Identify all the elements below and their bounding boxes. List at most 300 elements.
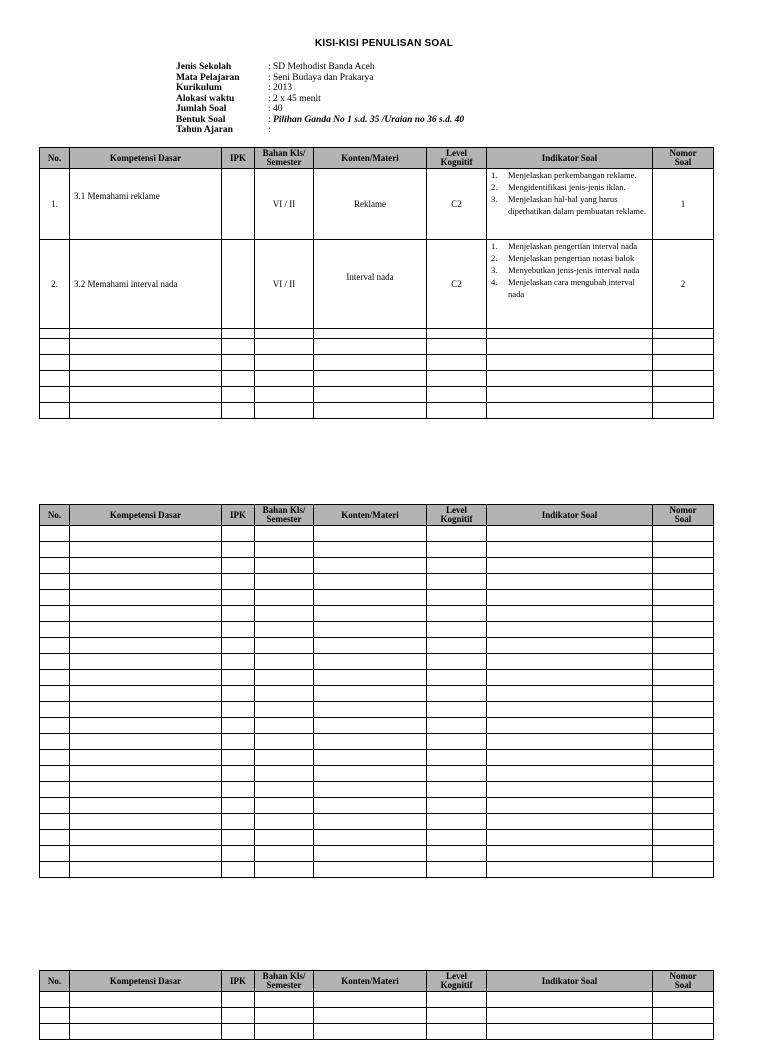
empty-cell [427, 403, 487, 419]
empty-cell [255, 403, 314, 419]
empty-cell [40, 750, 70, 766]
empty-cell [255, 862, 314, 878]
empty-cell [255, 542, 314, 558]
item-number: 1. [491, 170, 498, 180]
empty-cell [222, 686, 255, 702]
list-item [491, 276, 652, 300]
empty-cell [255, 670, 314, 686]
empty-cell [255, 654, 314, 670]
empty-cell [314, 606, 427, 622]
empty-cell [653, 862, 714, 878]
empty-cell [314, 670, 427, 686]
empty-cell [487, 606, 653, 622]
table-row [40, 355, 714, 371]
header-konten: Konten/Materi [314, 971, 427, 992]
header-no: No. [40, 971, 70, 992]
empty-cell [222, 814, 255, 830]
empty-cell [70, 766, 222, 782]
empty-cell [255, 622, 314, 638]
item-number: 3. [491, 265, 498, 275]
empty-cell [314, 590, 427, 606]
empty-cell [70, 702, 222, 718]
empty-cell [40, 670, 70, 686]
empty-cell [222, 526, 255, 542]
cell-konten: Reklame [314, 169, 427, 240]
empty-cell [314, 1008, 427, 1024]
empty-cell [314, 329, 427, 339]
info-row-curriculum [176, 83, 464, 94]
empty-cell [222, 734, 255, 750]
header-konten: Konten/Materi [314, 505, 427, 526]
empty-cell [314, 387, 427, 403]
empty-cell [487, 686, 653, 702]
table-row [40, 846, 714, 862]
empty-cell [427, 329, 487, 339]
empty-cell [487, 734, 653, 750]
empty-cell [487, 782, 653, 798]
empty-cell [314, 1024, 427, 1040]
header-text: Bahan Kls/ [262, 505, 306, 515]
table-row [40, 782, 714, 798]
info-value: : [268, 125, 271, 135]
grid-table-2 [39, 504, 714, 878]
list-item [491, 169, 652, 181]
header-no: No. [40, 505, 70, 526]
empty-cell [70, 622, 222, 638]
empty-cell [222, 355, 255, 371]
empty-cell [427, 814, 487, 830]
empty-cell [653, 846, 714, 862]
empty-cell [255, 558, 314, 574]
empty-cell [487, 329, 653, 339]
empty-cell [255, 766, 314, 782]
indikator-list [487, 240, 652, 300]
empty-cell [427, 387, 487, 403]
empty-cell [40, 526, 70, 542]
empty-cell [653, 654, 714, 670]
empty-cell [487, 654, 653, 670]
empty-cell [70, 329, 222, 339]
empty-cell [427, 590, 487, 606]
empty-cell [314, 558, 427, 574]
header-ipk: IPK [222, 971, 255, 992]
empty-cell [653, 355, 714, 371]
header-text: Soal [674, 980, 692, 990]
empty-cell [40, 830, 70, 846]
empty-cell [487, 798, 653, 814]
table-row [40, 702, 714, 718]
empty-cell [314, 992, 427, 1008]
empty-cell [427, 798, 487, 814]
empty-cell [427, 558, 487, 574]
empty-cell [255, 782, 314, 798]
empty-cell [255, 574, 314, 590]
header-text: Semester [266, 980, 302, 990]
cell-kompetensi: 3.2 Memahami interval nada [70, 240, 222, 329]
info-row-type [176, 115, 464, 126]
table-row [40, 169, 714, 240]
empty-cell [487, 1008, 653, 1024]
empty-cell [40, 355, 70, 371]
cell-kompetensi: 3.1 Memahami reklame [70, 169, 222, 240]
empty-cell [255, 992, 314, 1008]
empty-cell [255, 606, 314, 622]
empty-cell [222, 387, 255, 403]
empty-cell [40, 638, 70, 654]
document-title: KISI-KISI PENULISAN SOAL [314, 38, 454, 49]
empty-cell [653, 670, 714, 686]
empty-cell [427, 606, 487, 622]
header-level [427, 971, 487, 992]
document-info [176, 62, 464, 136]
empty-cell [427, 638, 487, 654]
item-text: Menjelaskan pengertian notasi balok [508, 253, 635, 263]
empty-cell [222, 670, 255, 686]
empty-cell [653, 1024, 714, 1040]
empty-cell [487, 670, 653, 686]
table-row [40, 830, 714, 846]
empty-cell [653, 830, 714, 846]
empty-cell [222, 638, 255, 654]
table-row [40, 1008, 714, 1024]
empty-cell [40, 371, 70, 387]
cell-nomor: 1 [653, 169, 714, 240]
header-bahan [255, 505, 314, 526]
item-text: Menyebutkan jenis-jenis interval nada [508, 265, 640, 275]
item-number: 1. [491, 241, 498, 251]
empty-cell [653, 814, 714, 830]
empty-cell [314, 542, 427, 558]
empty-cell [255, 686, 314, 702]
header-text: Level [446, 148, 467, 158]
table-row [40, 814, 714, 830]
empty-cell [653, 574, 714, 590]
empty-cell [222, 992, 255, 1008]
header-text: Bahan Kls/ [262, 971, 306, 981]
empty-cell [70, 846, 222, 862]
item-text: Menjelaskan hal-hal yang harus diperhatikan dalam pembuatan reklame. [508, 194, 646, 216]
empty-cell [653, 387, 714, 403]
header-nomor [653, 971, 714, 992]
empty-cell [222, 830, 255, 846]
empty-cell [222, 371, 255, 387]
empty-cell [70, 750, 222, 766]
empty-cell [653, 329, 714, 339]
table-row [40, 558, 714, 574]
empty-cell [222, 606, 255, 622]
header-no: No. [40, 148, 70, 169]
info-value: : Seni Budaya dan Prakarya [268, 72, 374, 83]
table-row [40, 992, 714, 1008]
empty-cell [653, 339, 714, 355]
empty-cell [70, 670, 222, 686]
empty-cell [40, 686, 70, 702]
empty-cell [314, 638, 427, 654]
header-bahan [255, 971, 314, 992]
empty-cell [222, 782, 255, 798]
empty-cell [653, 734, 714, 750]
empty-cell [255, 590, 314, 606]
empty-cell [40, 606, 70, 622]
empty-cell [40, 654, 70, 670]
empty-cell [487, 830, 653, 846]
empty-cell [653, 371, 714, 387]
empty-cell [427, 750, 487, 766]
empty-cell [427, 654, 487, 670]
empty-cell [487, 862, 653, 878]
empty-cell [70, 526, 222, 542]
empty-cell [427, 686, 487, 702]
empty-cell [40, 329, 70, 339]
header-text: Kognitif [440, 157, 473, 167]
info-label: Tahun Ajaran [176, 125, 233, 135]
empty-cell [427, 1024, 487, 1040]
cell-no: 1. [40, 169, 70, 240]
header-kompetensi: Kompetensi Dasar [70, 148, 222, 169]
empty-cell [255, 329, 314, 339]
empty-cell [427, 702, 487, 718]
table-row [40, 718, 714, 734]
empty-cell [653, 992, 714, 1008]
empty-cell [70, 387, 222, 403]
table-row [40, 403, 714, 419]
empty-cell [70, 798, 222, 814]
item-number: 3. [491, 194, 498, 204]
header-text: Nomor [669, 505, 697, 515]
empty-cell [487, 339, 653, 355]
empty-cell [314, 686, 427, 702]
empty-cell [487, 403, 653, 419]
empty-cell [487, 638, 653, 654]
empty-cell [427, 766, 487, 782]
empty-cell [40, 782, 70, 798]
empty-cell [70, 718, 222, 734]
empty-cell [653, 718, 714, 734]
item-text: Menjelaskan perkembangan reklame. [508, 170, 637, 180]
item-text: Menjelaskan pengertian interval nada [508, 241, 638, 251]
cell-ipk [222, 169, 255, 240]
empty-cell [222, 750, 255, 766]
empty-cell [40, 718, 70, 734]
table-row [40, 670, 714, 686]
header-text: Nomor [669, 148, 697, 158]
info-label: Bentuk Soal [176, 114, 226, 125]
header-ipk: IPK [222, 148, 255, 169]
empty-cell [40, 862, 70, 878]
header-bahan [255, 148, 314, 169]
table-row [40, 638, 714, 654]
header-text: Nomor [669, 971, 697, 981]
header-level [427, 505, 487, 526]
empty-cell [70, 590, 222, 606]
cell-indikator [487, 240, 653, 329]
empty-cell [70, 992, 222, 1008]
empty-cell [427, 992, 487, 1008]
cell-bahan: VI / II [255, 240, 314, 329]
empty-cell [314, 798, 427, 814]
header-indikator: Indikator Soal [487, 505, 653, 526]
empty-cell [314, 782, 427, 798]
empty-cell [40, 992, 70, 1008]
empty-cell [222, 718, 255, 734]
empty-cell [653, 638, 714, 654]
empty-cell [487, 766, 653, 782]
empty-cell [255, 371, 314, 387]
empty-cell [487, 387, 653, 403]
empty-cell [653, 606, 714, 622]
info-value: : SD Methodist Banda Aceh [268, 62, 375, 72]
empty-cell [314, 339, 427, 355]
empty-cell [314, 766, 427, 782]
info-value: Pilihan Ganda No 1 s.d. 35 /Uraian no 36 s.d. 40 [273, 114, 465, 125]
empty-cell [222, 339, 255, 355]
grid-table-3 [39, 970, 714, 1040]
empty-cell [487, 750, 653, 766]
table-row [40, 542, 714, 558]
table-row [40, 766, 714, 782]
empty-cell [70, 1008, 222, 1024]
empty-cell [222, 622, 255, 638]
empty-cell [222, 846, 255, 862]
empty-cell [255, 339, 314, 355]
list-item [491, 193, 652, 217]
empty-cell [427, 782, 487, 798]
empty-cell [222, 798, 255, 814]
empty-cell [653, 702, 714, 718]
empty-cell [487, 846, 653, 862]
header-nomor [653, 148, 714, 169]
empty-cell [70, 355, 222, 371]
info-label: Jenis Sekolah [176, 62, 232, 72]
info-value: : 40 [268, 104, 283, 114]
cell-level: C2 [427, 169, 487, 240]
empty-cell [427, 542, 487, 558]
header-text: Soal [674, 514, 692, 524]
empty-cell [70, 558, 222, 574]
empty-cell [40, 387, 70, 403]
header-text: Bahan Kls/ [262, 148, 306, 158]
empty-cell [40, 766, 70, 782]
table-row [40, 750, 714, 766]
empty-cell [653, 622, 714, 638]
empty-cell [653, 782, 714, 798]
empty-cell [427, 718, 487, 734]
empty-cell [314, 355, 427, 371]
empty-cell [427, 355, 487, 371]
item-number: 2. [491, 253, 498, 263]
header-text: Level [446, 505, 467, 515]
info-label: Kurikulum [176, 83, 222, 93]
header-kompetensi: Kompetensi Dasar [70, 505, 222, 526]
header-nomor [653, 505, 714, 526]
table-header [40, 505, 714, 526]
header-level [427, 148, 487, 169]
empty-cell [314, 862, 427, 878]
empty-cell [222, 654, 255, 670]
empty-cell [70, 734, 222, 750]
item-number: 2. [491, 182, 498, 192]
empty-cell [653, 798, 714, 814]
empty-cell [255, 718, 314, 734]
empty-cell [255, 1008, 314, 1024]
empty-cell [314, 371, 427, 387]
empty-cell [40, 846, 70, 862]
empty-cell [653, 750, 714, 766]
empty-cell [70, 782, 222, 798]
header-konten: Konten/Materi [314, 148, 427, 169]
empty-cell [70, 862, 222, 878]
cell-ipk [222, 240, 255, 329]
empty-cell [427, 622, 487, 638]
empty-cell [222, 766, 255, 782]
empty-cell [427, 371, 487, 387]
empty-cell [653, 686, 714, 702]
item-number: 4. [491, 277, 498, 287]
table-row [40, 339, 714, 355]
empty-cell [70, 1024, 222, 1040]
empty-cell [40, 622, 70, 638]
cell-indikator [487, 169, 653, 240]
empty-cell [653, 558, 714, 574]
empty-cell [40, 814, 70, 830]
empty-cell [70, 654, 222, 670]
cell-nomor: 2 [653, 240, 714, 329]
header-text: Soal [674, 157, 692, 167]
header-indikator: Indikator Soal [487, 148, 653, 169]
empty-cell [255, 734, 314, 750]
table-row [40, 371, 714, 387]
info-row-subject [176, 73, 464, 84]
empty-cell [314, 654, 427, 670]
header-kompetensi: Kompetensi Dasar [70, 971, 222, 992]
empty-cell [653, 542, 714, 558]
empty-cell [40, 1008, 70, 1024]
empty-cell [255, 638, 314, 654]
empty-cell [653, 1008, 714, 1024]
empty-cell [70, 371, 222, 387]
empty-cell [487, 1024, 653, 1040]
empty-cell [314, 403, 427, 419]
info-value: : 2013 [268, 83, 293, 93]
header-indikator: Indikator Soal [487, 971, 653, 992]
empty-cell [487, 574, 653, 590]
empty-cell [314, 734, 427, 750]
empty-cell [487, 814, 653, 830]
empty-cell [255, 830, 314, 846]
empty-cell [222, 558, 255, 574]
table-row [40, 606, 714, 622]
header-text: Semester [266, 514, 302, 524]
table-row [40, 1024, 714, 1040]
empty-cell [314, 814, 427, 830]
empty-cell [653, 590, 714, 606]
info-label: Alokasi waktu [176, 93, 235, 104]
item-text: Menjelaskan cara mengubah interval nada [508, 277, 635, 299]
table-row [40, 686, 714, 702]
empty-cell [40, 558, 70, 574]
table-row [40, 622, 714, 638]
empty-cell [487, 371, 653, 387]
empty-cell [70, 574, 222, 590]
empty-cell [427, 734, 487, 750]
empty-cell [427, 574, 487, 590]
empty-cell [487, 558, 653, 574]
empty-cell [40, 1024, 70, 1040]
cell-bahan: VI / II [255, 169, 314, 240]
empty-cell [487, 622, 653, 638]
info-label: Jumlah Soal [176, 104, 227, 114]
empty-cell [427, 670, 487, 686]
